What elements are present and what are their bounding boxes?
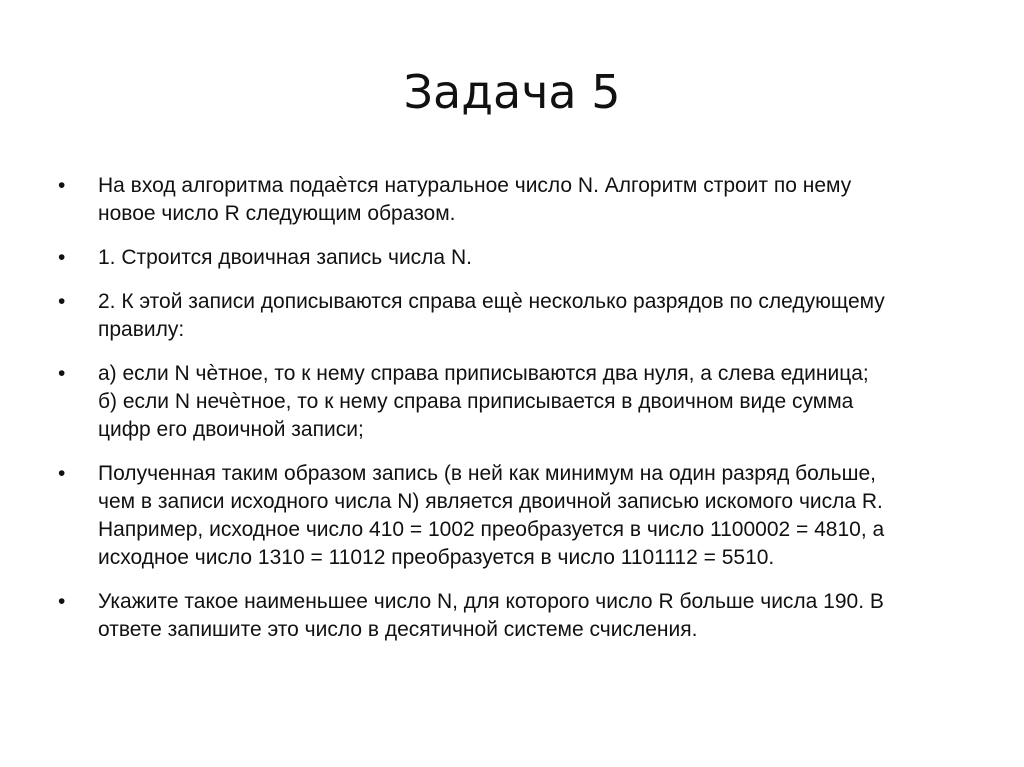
bullet-item-rules [58, 360, 978, 444]
bullet-line: цифр его двоичной записи; [98, 418, 364, 441]
bullet-marker: • [58, 362, 66, 385]
bullet-line: исходное число 1310 = 11012 преобразуется в число 1101112 = 5510. [98, 546, 775, 569]
bullet-line: б) если N нечѐтное, то к нему справа приписывается в двоичном виде сумма [98, 390, 854, 413]
bullet-line: новое число R следующим образом. [98, 202, 456, 225]
bullet-line: а) если N чѐтное, то к нему справа приписываются два нуля, а слева единица; [98, 362, 869, 385]
bullet-marker: • [58, 246, 66, 269]
bullet-item-example [58, 460, 978, 572]
bullet-marker: • [58, 174, 66, 197]
bullet-marker: • [58, 290, 66, 313]
bullet-marker: • [58, 590, 66, 613]
bullet-line: На вход алгоритма подаѐтся натуральное число N. Алгоритм строит по нему [98, 174, 852, 197]
bullet-item-question [58, 588, 978, 644]
bullet-marker: • [58, 462, 66, 485]
bullet-list [58, 172, 978, 660]
bullet-line: правилу: [98, 318, 185, 341]
bullet-item-intro [58, 172, 978, 228]
bullet-line: Укажите такое наименьшее число N, для которого число R больше числа 190. В [98, 590, 884, 613]
bullet-line: Например, исходное число 410 = 1002 преобразуется в число 1100002 = 4810, а [98, 518, 885, 541]
bullet-item-step-1 [58, 244, 978, 272]
bullet-line: ответе запишите это число в десятичной системе счисления. [98, 618, 698, 641]
bullet-line: 2. К этой записи дописываются справа ещѐ несколько разрядов по следующему [98, 290, 885, 313]
bullet-item-step-2 [58, 288, 978, 344]
bullet-line: чем в записи исходного числа N) является двоичной записью искомого числа R. [98, 490, 883, 513]
slide-title: Задача 5 [403, 65, 621, 119]
bullet-line: Полученная таким образом запись (в ней как минимум на один разряд больше, [98, 462, 876, 485]
bullet-line: 1. Строится двоичная запись числа N. [98, 246, 472, 269]
